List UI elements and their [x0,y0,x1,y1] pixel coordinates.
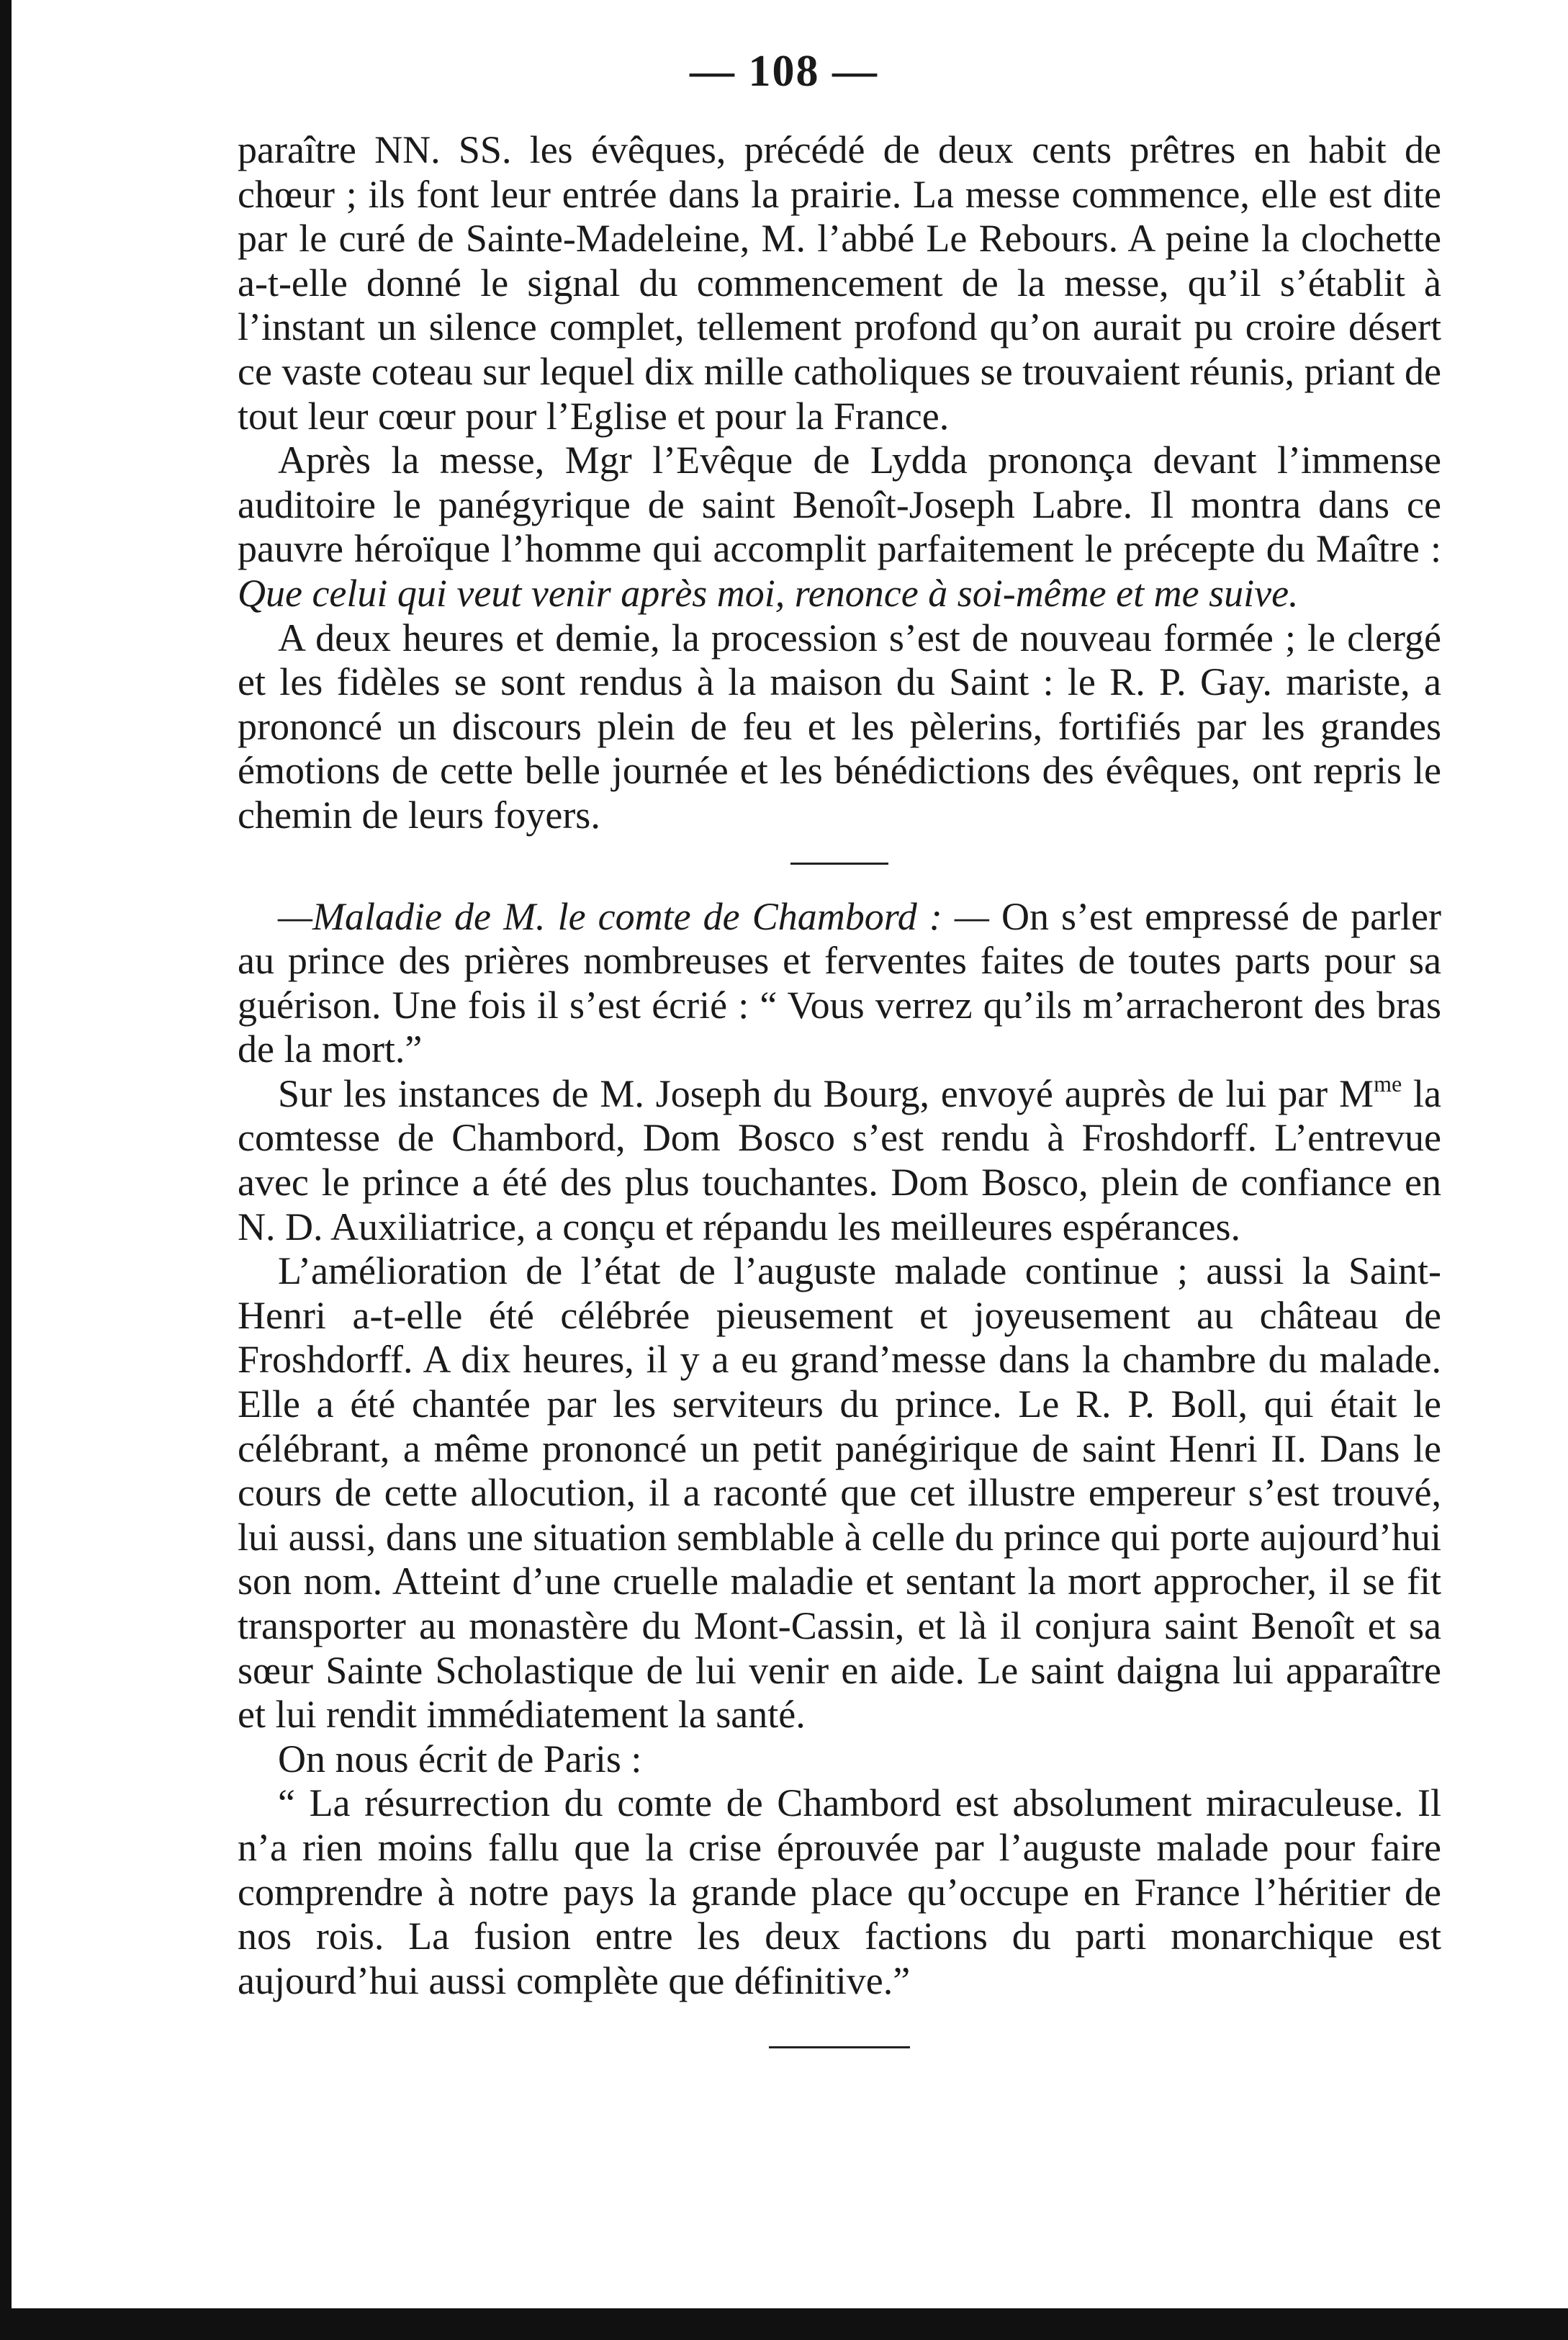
article-body [238,128,1441,2079]
section-separator [790,863,888,865]
heading-chambord: —Maladie de M. le comte de Chambord : — [278,894,989,938]
page-number: — 108 — [690,47,878,96]
mme-superscript: me [1374,1070,1402,1097]
end-separator [769,2046,910,2048]
paragraph-paris-quote: “ La résurrection du comte de Chambord est absolument miraculeuse. Il n’a rien moins fallu que la crise éprouvée par l’auguste malade pour faire comprendre à notre pays la grande place qu’occupe en France l’héritier de nos rois. La fusion entre les deux factions du parti monarchique est aujourd’hui aussi complète que définitive.” [238,1781,1441,2002]
dom-bosco-text-b: la comtesse de Chambord, Dom Bosco s’est rendu à Froshdorff. L’entrevue avec le prince a été des plus touchantes. Dom Bosco, plein de confiance en N. D. Auxiliatrice, a conçu et répandu les meilleures espérances. [238,1071,1442,1248]
page-edge-left [0,0,12,2340]
panegyric-text: Après la messe, Mgr l’Evêque de Lydda prononça devant l’immense auditoire le panégyrique de saint Benoît-Joseph Labre. Il montra dans ce pauvre héroïque l’homme qui accomplit parfaitement le précepte du Maître : [238,438,1441,571]
paragraph-chambord-illness [238,895,1441,1072]
paragraph-panegyric [238,438,1441,616]
dom-bosco-text-a: Sur les instances de M. Joseph du Bourg, envoyé auprès de lui par M [278,1071,1374,1115]
paragraph-afternoon: A deux heures et demie, la procession s’est de nouveau formée ; le clergé et les fidèles se sont rendus à la maison du Saint : le R. P. Gay. mariste, a prononcé un discours plein de feu et les pèlerins, fortifiés par les grandes émotions de cette belle journée et les bénédictions des évêques, ont repris le chemin de leurs foyers. [238,616,1441,837]
paragraph-saint-henri: L’amélioration de l’état de l’auguste malade continue ; aussi la Saint-Henri a-t-elle été célébrée pieusement et joyeusement au château de Froshdorff. A dix heures, il y a eu grand’messe dans la chambre du malade. Elle a été chantée par les serviteurs du prince. Le R. P. Boll, qui était le célébrant, a même prononcé un petit panégirique de saint Henri II. Dans le cours de cette allocution, il a raconté que cet illustre empereur s’est trouvé, lui aussi, dans une situation semblable à celle du prince qui porte aujourd’hui son nom. Atteint d’une cruelle maladie et sentant la mort approcher, il se fit transporter au monastère du Mont-Cassin, et là il conjura saint Benoît et sa sœur Sainte Scholastique de lui venir en aide. Le saint daigna lui apparaître et lui rendit immédiatement la santé. [238,1249,1441,1737]
quote-maitre: Que celui qui veut venir après moi, renonce à soi-même et me suive. [238,571,1299,615]
paragraph-paris-intro: On nous écrit de Paris : [278,1737,642,1781]
paragraph-dom-bosco [238,1072,1441,1249]
paragraph-procession-mass: paraître NN. SS. les évêques, précédé de deux cents prêtres en habit de chœur ; ils font leur entrée dans la prairie. La messe commence, elle est dite par le curé de Sainte-Madeleine, M. l’abbé Le Rebours. A peine la clochette a-t-elle donné le signal du commencement de la messe, qu’il s’établit à l’instant un silence complet, tellement profond qu’on aurait pu croire désert ce vaste coteau sur lequel dix mille catholiques se trouvaient réunis, priant de tout leur cœur pour l’Eglise et pour la France. [238,128,1441,438]
page-edge-bottom [0,2308,1568,2340]
chambord-illness-text: On s’est empressé de parler au prince des prières nombreuses et ferventes faites de toutes parts pour sa guérison. Une fois il s’est écrié : “ Vous verrez qu’ils m’arracheront des bras de la mort.” [238,894,1441,1071]
